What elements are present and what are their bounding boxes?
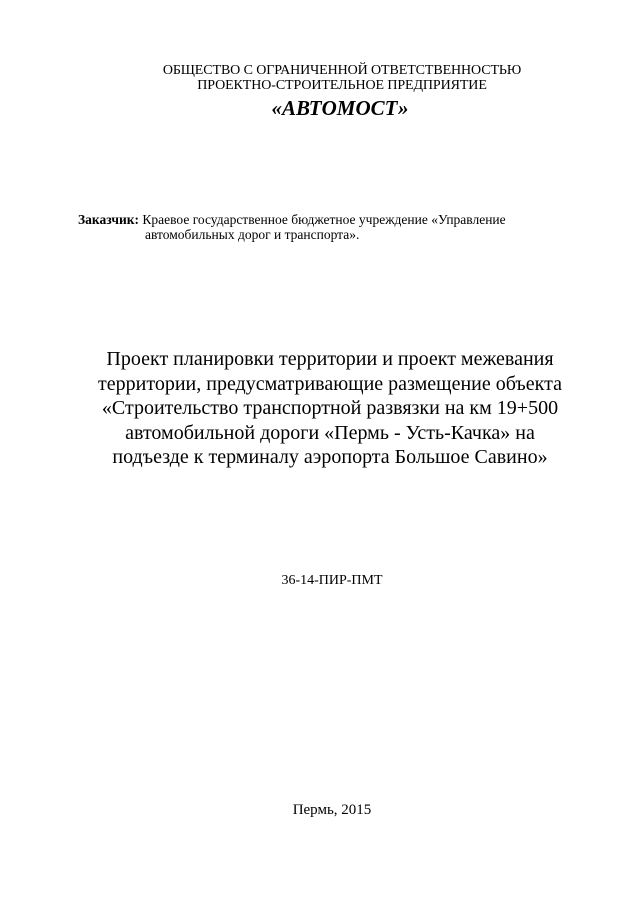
org-type: ПРОЕКТНО-СТРОИТЕЛЬНОЕ ПРЕДПРИЯТИЕ <box>197 78 487 93</box>
project-title-line: подъезде к терминалу аэропорта Большое Савино» <box>112 446 548 468</box>
customer-block <box>78 212 598 242</box>
project-title-line: Проект планировки территории и проект межевания <box>106 348 554 370</box>
place-and-year: Пермь, 2015 <box>292 802 372 818</box>
customer-name-part-1: Краевое государственное бюджетное учреждение «Управление <box>142 212 506 227</box>
customer-name-part-2: автомобильных дорог и транспорта». <box>145 227 360 242</box>
document-code: 36-14-ПИР-ПМТ <box>281 573 383 588</box>
project-title-line: территории, предусматривающие размещение объекта <box>98 372 562 395</box>
org-legal-form: ОБЩЕСТВО С ОГРАНИЧЕННОЙ ОТВЕТСТВЕННОСТЬЮ <box>162 63 522 78</box>
organization-header <box>0 63 640 120</box>
project-title-line: автомобильной дороги «Пермь - Усть-Качка» на <box>125 421 535 444</box>
project-title-line: «Строительство транспортной развязки на км 19+500 <box>101 397 559 419</box>
project-title <box>60 347 600 470</box>
customer-line-1 <box>78 212 598 227</box>
org-name: «АВТОМОСТ» <box>271 96 409 120</box>
customer-label: Заказчик: <box>78 212 140 227</box>
